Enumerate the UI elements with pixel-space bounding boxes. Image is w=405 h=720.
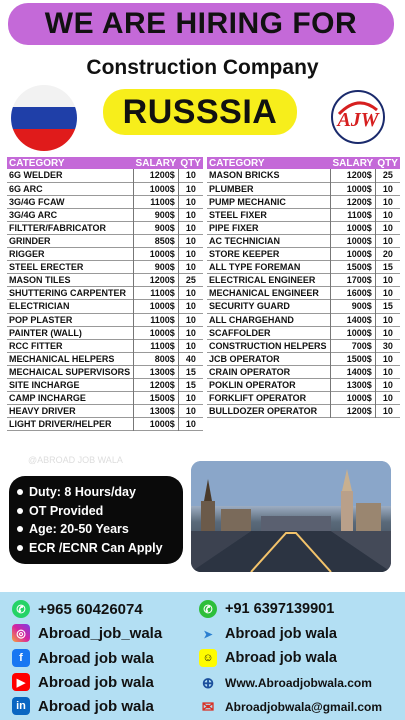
job-salary: 700$ bbox=[330, 339, 375, 352]
job-salary: 900$ bbox=[133, 221, 178, 234]
job-salary: 1000$ bbox=[133, 182, 178, 195]
job-salary: 1100$ bbox=[133, 195, 178, 208]
table-header bbox=[207, 157, 400, 169]
job-category: 6G ARC bbox=[9, 183, 43, 194]
instagram-icon: ◎ bbox=[12, 624, 30, 642]
job-salary: 1000$ bbox=[330, 182, 375, 195]
ajw-logo-icon bbox=[329, 88, 387, 146]
table-row bbox=[207, 300, 400, 313]
job-qty: 10 bbox=[178, 248, 203, 261]
salary-header: SALARY bbox=[135, 157, 177, 169]
job-qty: 40 bbox=[178, 352, 203, 365]
job-qty: 10 bbox=[375, 405, 400, 418]
table-row bbox=[207, 248, 400, 261]
table-row bbox=[7, 365, 203, 378]
youtube-icon: ▶ bbox=[12, 673, 30, 691]
job-qty: 10 bbox=[178, 313, 203, 326]
table-row bbox=[7, 274, 203, 287]
table-row bbox=[207, 326, 400, 339]
table-row bbox=[207, 261, 400, 274]
table-row bbox=[207, 313, 400, 326]
contact-section bbox=[0, 592, 405, 720]
job-salary: 1000$ bbox=[133, 300, 178, 313]
job-qty: 10 bbox=[375, 182, 400, 195]
job-salary: 1000$ bbox=[133, 418, 178, 431]
table-header bbox=[7, 157, 203, 169]
bullet-icon bbox=[17, 489, 23, 495]
job-salary: 1200$ bbox=[133, 169, 178, 182]
snapchat-icon: ☺ bbox=[199, 649, 217, 667]
job-salary: 1000$ bbox=[133, 248, 178, 261]
job-qty: 10 bbox=[178, 300, 203, 313]
whatsapp-icon: ✆ bbox=[12, 600, 30, 618]
job-qty: 10 bbox=[375, 392, 400, 405]
job-category: BULLDOZER OPERATOR bbox=[209, 406, 318, 417]
phone-contact[interactable]: ✆ +91 6397139901 bbox=[199, 600, 334, 618]
job-qty: 10 bbox=[178, 405, 203, 418]
job-category: MASON BRICKS bbox=[209, 170, 280, 181]
table-row bbox=[7, 326, 203, 339]
youtube-contact[interactable]: ▶ Abroad job wala bbox=[12, 673, 154, 691]
table-row bbox=[207, 208, 400, 221]
job-category: RIGGER bbox=[9, 249, 45, 260]
job-qty: 10 bbox=[178, 392, 203, 405]
job-category: SHUTTERING CARPENTER bbox=[9, 288, 127, 299]
qty-header: QTY bbox=[377, 157, 398, 169]
country-badge bbox=[103, 89, 297, 135]
job-qty: 10 bbox=[178, 169, 203, 182]
job-category: MECHANICAL HELPERS bbox=[9, 353, 115, 364]
table-row bbox=[7, 392, 203, 405]
table-row bbox=[207, 169, 400, 182]
job-salary: 1200$ bbox=[330, 405, 375, 418]
job-category: CAMP INCHARGE bbox=[9, 393, 86, 404]
table-row bbox=[207, 339, 400, 352]
job-qty: 10 bbox=[375, 274, 400, 287]
job-salary: 1600$ bbox=[330, 287, 375, 300]
table-row bbox=[7, 339, 203, 352]
job-qty: 10 bbox=[178, 195, 203, 208]
job-qty: 10 bbox=[375, 379, 400, 392]
job-category: STORE KEEPER bbox=[209, 249, 280, 260]
job-qty: 10 bbox=[375, 221, 400, 234]
website-contact[interactable]: ⊕ Www.Abroadjobwala.com bbox=[199, 674, 372, 692]
job-salary: 1000$ bbox=[330, 248, 375, 261]
table-row bbox=[7, 195, 203, 208]
category-header: CATEGORY bbox=[209, 157, 265, 169]
job-category: AC TECHNICIAN bbox=[209, 236, 280, 247]
table-row bbox=[7, 313, 203, 326]
qty-header: QTY bbox=[180, 157, 201, 169]
table-row bbox=[7, 379, 203, 392]
job-qty: 15 bbox=[375, 261, 400, 274]
job-qty: 10 bbox=[375, 234, 400, 247]
jobs-table-left bbox=[7, 157, 203, 431]
job-salary: 1300$ bbox=[330, 379, 375, 392]
table-row bbox=[207, 392, 400, 405]
table-row bbox=[207, 405, 400, 418]
logo-text: AJW bbox=[337, 109, 379, 131]
job-salary: 1300$ bbox=[133, 365, 178, 378]
job-salary: 900$ bbox=[133, 208, 178, 221]
job-category: SITE INCHARGE bbox=[9, 380, 80, 391]
category-header: CATEGORY bbox=[9, 157, 65, 169]
city-photo bbox=[191, 461, 391, 572]
job-salary: 900$ bbox=[330, 300, 375, 313]
job-qty: 25 bbox=[375, 169, 400, 182]
job-category: FILTTER/FABRICATOR bbox=[9, 222, 106, 233]
job-category: 3G/4G ARC bbox=[9, 209, 58, 220]
job-qty: 10 bbox=[375, 365, 400, 378]
job-category: POKLIN OPERATOR bbox=[209, 380, 296, 391]
job-salary: 1500$ bbox=[330, 352, 375, 365]
table-row bbox=[7, 182, 203, 195]
facebook-icon: f bbox=[12, 649, 30, 667]
job-salary: 800$ bbox=[133, 352, 178, 365]
job-category: FORKLIFT OPERATOR bbox=[209, 393, 307, 404]
job-qty: 10 bbox=[375, 326, 400, 339]
job-info-box bbox=[9, 476, 183, 564]
info-age: Age: 20-50 Years bbox=[17, 520, 175, 539]
job-category: CRAIN OPERATOR bbox=[209, 366, 291, 377]
job-qty: 10 bbox=[178, 182, 203, 195]
job-category: GRINDER bbox=[9, 236, 51, 247]
job-qty: 15 bbox=[178, 365, 203, 378]
job-salary: 1500$ bbox=[330, 261, 375, 274]
telegram-contact[interactable]: ➤ Abroad job wala bbox=[199, 625, 337, 643]
telegram-icon: ➤ bbox=[203, 628, 213, 641]
job-qty: 20 bbox=[375, 248, 400, 261]
job-category: MECHAICAL SUPERVISORS bbox=[9, 366, 131, 377]
job-salary: 1100$ bbox=[133, 287, 178, 300]
job-salary: 900$ bbox=[133, 261, 178, 274]
job-category: MASON TILES bbox=[9, 275, 71, 286]
job-category: HEAVY DRIVER bbox=[9, 406, 76, 417]
job-qty: 10 bbox=[178, 261, 203, 274]
job-qty: 10 bbox=[178, 326, 203, 339]
snapchat-contact[interactable]: ☺ Abroad job wala bbox=[199, 649, 337, 667]
job-qty: 10 bbox=[178, 234, 203, 247]
table-row bbox=[7, 248, 203, 261]
job-qty: 15 bbox=[375, 300, 400, 313]
job-salary: 1400$ bbox=[330, 365, 375, 378]
job-qty: 25 bbox=[178, 274, 203, 287]
job-salary: 1200$ bbox=[133, 274, 178, 287]
job-qty: 10 bbox=[178, 208, 203, 221]
job-salary: 1000$ bbox=[330, 234, 375, 247]
job-salary: 1700$ bbox=[330, 274, 375, 287]
table-row bbox=[207, 221, 400, 234]
job-salary: 1000$ bbox=[330, 221, 375, 234]
job-category: 3G/4G FCAW bbox=[9, 196, 65, 207]
job-category: 6G WELDER bbox=[9, 170, 63, 181]
job-category: ALL TYPE FOREMAN bbox=[209, 262, 301, 273]
table-row bbox=[7, 418, 203, 431]
table-row bbox=[7, 234, 203, 247]
job-salary: 1100$ bbox=[133, 313, 178, 326]
table-row bbox=[7, 405, 203, 418]
job-salary: 1300$ bbox=[133, 405, 178, 418]
job-qty: 15 bbox=[178, 379, 203, 392]
job-qty: 10 bbox=[375, 352, 400, 365]
job-salary: 1000$ bbox=[330, 326, 375, 339]
email-contact[interactable]: ✉ Abroadjobwala@gmail.com bbox=[199, 698, 382, 716]
job-category: ELECTRICAL ENGINEER bbox=[209, 275, 316, 286]
job-category: MECHANICAL ENGINEER bbox=[209, 288, 319, 299]
table-row bbox=[7, 221, 203, 234]
russia-flag-icon bbox=[11, 85, 77, 151]
hiring-banner bbox=[8, 3, 394, 45]
bullet-icon bbox=[17, 526, 23, 532]
table-row bbox=[207, 379, 400, 392]
mail-icon: ✉ bbox=[201, 699, 215, 716]
bullet-icon bbox=[17, 508, 23, 514]
job-category: JCB OPERATOR bbox=[209, 353, 280, 364]
table-row bbox=[207, 182, 400, 195]
table-row bbox=[7, 300, 203, 313]
job-qty: 10 bbox=[375, 195, 400, 208]
linkedin-contact[interactable]: in Abroad job wala bbox=[12, 697, 154, 715]
job-category: SCAFFOLDER bbox=[209, 327, 271, 338]
job-salary: 1100$ bbox=[133, 339, 178, 352]
job-salary: 850$ bbox=[133, 234, 178, 247]
info-ot: OT Provided bbox=[17, 502, 175, 521]
banner-title: WE ARE HIRING FOR bbox=[44, 7, 358, 40]
job-qty: 10 bbox=[178, 287, 203, 300]
job-qty: 10 bbox=[178, 339, 203, 352]
job-category: PLUMBER bbox=[209, 183, 254, 194]
company-subtitle: Construction Company bbox=[86, 56, 319, 79]
job-qty: 10 bbox=[375, 287, 400, 300]
job-category: ALL CHARGEHAND bbox=[209, 314, 294, 325]
job-salary: 1400$ bbox=[330, 313, 375, 326]
job-qty: 10 bbox=[178, 418, 203, 431]
table-row bbox=[207, 234, 400, 247]
instagram-contact[interactable]: ◎ Abroad_job_wala bbox=[12, 624, 162, 642]
table-row bbox=[7, 208, 203, 221]
jobs-table-right bbox=[207, 157, 400, 418]
table-row bbox=[207, 287, 400, 300]
table-row bbox=[207, 274, 400, 287]
watermark: @ABROAD JOB WALA bbox=[28, 455, 123, 465]
job-category: PAINTER (WALL) bbox=[9, 327, 82, 338]
job-salary: 1200$ bbox=[330, 169, 375, 182]
linkedin-icon: in bbox=[12, 697, 30, 715]
job-category: PUMP MECHANIC bbox=[209, 196, 286, 207]
table-row bbox=[7, 261, 203, 274]
job-salary: 1200$ bbox=[133, 379, 178, 392]
job-category: RCC FITTER bbox=[9, 340, 63, 351]
table-row bbox=[7, 169, 203, 182]
whatsapp-contact[interactable]: ✆ +965 60426074 bbox=[12, 600, 143, 618]
table-row bbox=[7, 352, 203, 365]
table-row bbox=[207, 195, 400, 208]
job-salary: 1000$ bbox=[330, 392, 375, 405]
job-qty: 30 bbox=[375, 339, 400, 352]
job-salary: 1200$ bbox=[330, 195, 375, 208]
job-salary: 1100$ bbox=[330, 208, 375, 221]
job-category: CONSTRUCTION HELPERS bbox=[209, 340, 327, 351]
table-row bbox=[7, 287, 203, 300]
table-row bbox=[207, 352, 400, 365]
info-ecr: ECR /ECNR Can Apply bbox=[17, 539, 175, 558]
job-salary: 1500$ bbox=[133, 392, 178, 405]
job-category: PIPE FIXER bbox=[209, 222, 259, 233]
job-category: SECURITY GUARD bbox=[209, 301, 290, 312]
job-category: STEEL ERECTER bbox=[9, 262, 84, 273]
job-category: POP PLASTER bbox=[9, 314, 73, 325]
job-qty: 10 bbox=[375, 313, 400, 326]
job-qty: 10 bbox=[178, 221, 203, 234]
job-category: ELECTRICIAN bbox=[9, 301, 70, 312]
phone-icon: ✆ bbox=[199, 600, 217, 618]
globe-icon: ⊕ bbox=[201, 675, 215, 692]
country-name: RUSSSIA bbox=[122, 92, 278, 131]
table-row bbox=[207, 365, 400, 378]
info-duty: Duty: 8 Hours/day bbox=[17, 483, 175, 502]
facebook-contact[interactable]: f Abroad job wala bbox=[12, 649, 154, 667]
bullet-icon bbox=[17, 545, 23, 551]
job-salary: 1000$ bbox=[133, 326, 178, 339]
job-qty: 10 bbox=[375, 208, 400, 221]
job-category: STEEL FIXER bbox=[209, 209, 267, 220]
salary-header: SALARY bbox=[332, 157, 374, 169]
job-category: LIGHT DRIVER/HELPER bbox=[9, 419, 112, 430]
